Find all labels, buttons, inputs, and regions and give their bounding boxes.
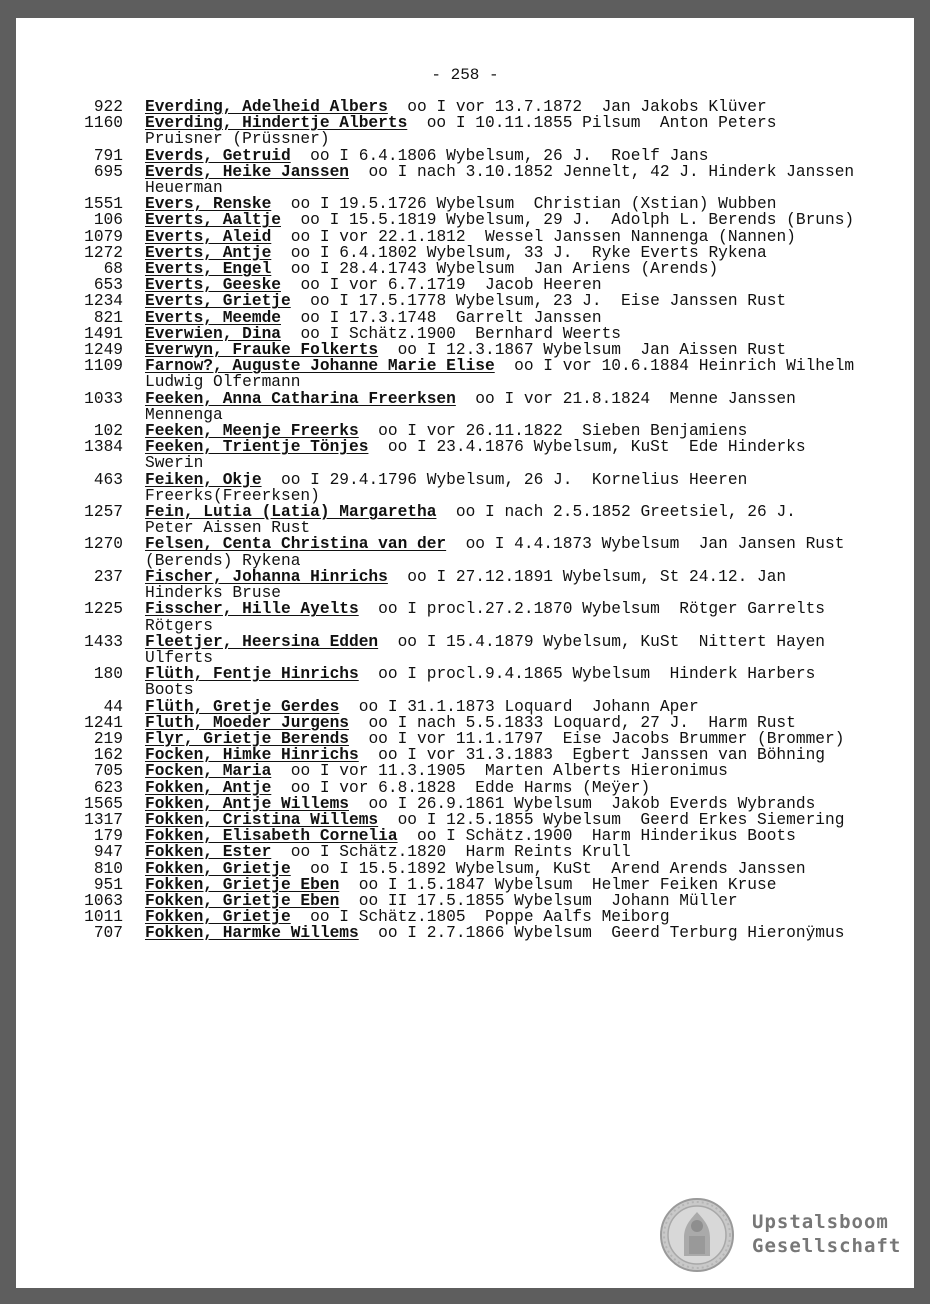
list-item (16, 763, 857, 779)
entry-number: 463 (93, 470, 123, 489)
entry-sep (495, 357, 514, 375)
entry-number: 1160 (84, 114, 123, 133)
seal-icon (660, 1198, 734, 1272)
entry-number: 695 (93, 162, 123, 181)
entry-number: 102 (93, 422, 123, 441)
person-name: Fokken, Ester (145, 843, 272, 862)
entry-number: 68 (103, 260, 123, 279)
list-item (16, 796, 857, 812)
entry-number: 1384 (84, 438, 123, 457)
entry-number: 162 (93, 746, 123, 765)
entry-number: 1491 (84, 324, 123, 343)
entry-sep (456, 390, 475, 408)
entry-number: 707 (93, 924, 123, 943)
entry-sep (368, 438, 387, 456)
entry-sep (378, 633, 397, 651)
marriage-details: oo I nach 2.5.1852 Greetsiel, 26 J. Peter Aissen Rust (145, 503, 816, 538)
entry-number: 1565 (84, 794, 123, 813)
list-item (16, 326, 857, 342)
person-name: Feeken, Meenje Freerks (145, 422, 359, 441)
person-name: Feeken, Trientje Tönjes (145, 438, 369, 457)
entry-number: 44 (103, 697, 123, 716)
list-item (16, 893, 857, 909)
entry-sep (359, 924, 378, 942)
entry-number: 1063 (84, 891, 123, 910)
entry-number: 1249 (84, 341, 123, 360)
person-name: Fokken, Grietje Eben (145, 875, 340, 894)
entry-number: 951 (93, 875, 123, 894)
logo-line-2: Gesellschaft (752, 1235, 902, 1257)
person-name: Fokken, Harmke Willems (145, 924, 359, 943)
entry-number: 947 (93, 843, 123, 862)
person-name: Everds, Heike Janssen (145, 162, 349, 181)
person-name: Everts, Antje (145, 243, 272, 262)
person-name: Everts, Grietje (145, 292, 291, 311)
person-name: Fokken, Grietje (145, 859, 291, 878)
entry-sep (407, 114, 426, 132)
list-item (16, 828, 857, 844)
marriage-details: oo I 31.1.1873 Loquard Johann Aper (358, 697, 699, 716)
marriage-details: oo I Schätz.1900 Harm Hinderikus Boots (417, 827, 796, 846)
marriage-details: oo I 27.12.1891 Wybelsum, St 24.12. Jan Hinderks Bruse (145, 567, 796, 603)
marriage-details: oo I vor 13.7.1872 Jan Jakobs Klüver (407, 98, 767, 116)
marriage-details: oo II 17.5.1855 Wybelsum Johann Müller (358, 891, 738, 910)
person-name: Everding, Adelheid Albers (145, 98, 388, 116)
person-name: Everts, Geeske (145, 276, 281, 295)
entry-number: 1109 (84, 357, 123, 376)
entry-sep (349, 163, 368, 181)
person-name: Fokken, Cristina Willems (145, 810, 379, 829)
logo-line-1: Upstalsboom (752, 1211, 889, 1233)
person-name: Everts, Aaltje (145, 211, 281, 230)
entry-sep (388, 568, 407, 586)
entry-number: 179 (93, 827, 123, 846)
entry-number: 653 (93, 276, 123, 295)
marriage-details: oo I Schätz.1805 Poppe Aalfs Meiborg (310, 908, 670, 927)
entry-list (16, 99, 914, 942)
marriage-details: oo I procl.9.4.1865 Wybelsum Hinderk Harbers Boots (145, 665, 826, 700)
logo-text (752, 1210, 901, 1258)
entry-number: 1317 (84, 810, 123, 829)
marriage-details: oo I 4.4.1873 Wybelsum Jan Jansen Rust (Berends) Rykena (145, 535, 855, 570)
entry-number: 821 (93, 308, 123, 327)
marriage-details: oo I 28.4.1743 Wybelsum Jan Ariens (Arends) (290, 260, 719, 279)
entry-sep (359, 665, 378, 683)
marriage-details: oo I 10.11.1855 Pilsum Anton Peters Pruisner (Prüssner) (145, 114, 787, 149)
entry-number: 1433 (84, 632, 123, 651)
list-item (16, 310, 857, 326)
person-name: Focken, Maria (145, 762, 272, 781)
person-name: Farnow?, Auguste Johanne Marie Elise (145, 357, 495, 376)
list-item (16, 293, 857, 309)
list-item (16, 162, 864, 198)
list-item (16, 472, 857, 504)
list-item (16, 342, 857, 358)
marriage-details: oo I 6.4.1806 Wybelsum, 26 J. Roelf Jans (310, 146, 709, 165)
marriage-details: oo I 17.5.1778 Wybelsum, 23 J. Eise Janssen Rust (310, 292, 787, 311)
entry-number: 1033 (84, 389, 123, 408)
person-name: Felsen, Centa Christina van der (145, 535, 447, 554)
list-item (16, 229, 857, 245)
person-name: Feeken, Anna Catharina Freerksen (145, 389, 456, 408)
list-item (16, 634, 857, 666)
marriage-details: oo I vor 6.8.1828 Edde Harms (Meÿer) (290, 778, 651, 797)
marriage-details: oo I vor 11.1.1797 Eise Jacobs Brummer (Brommer) (368, 729, 845, 748)
marriage-details: oo I nach 5.5.1833 Loquard, 27 J. Harm Rust (368, 713, 796, 732)
entry-number: 1079 (84, 227, 123, 246)
list-item (16, 812, 857, 828)
entry-number: 1270 (84, 535, 123, 554)
marriage-details: oo I vor 6.7.1719 Jacob Heeren (300, 276, 602, 295)
person-name: Flüth, Gretje Gerdes (145, 697, 340, 716)
document-page (16, 18, 914, 1288)
marriage-details: oo I 26.9.1861 Wybelsum Jakob Everds Wybrands (368, 794, 816, 813)
marriage-details: oo I 12.5.1855 Wybelsum Geerd Erkes Siemering (397, 810, 845, 829)
person-name: Focken, Himke Hinrichs (145, 746, 359, 765)
marriage-details: oo I 29.4.1796 Wybelsum, 26 J. Kornelius Heeren Freerks(Freerksen) (145, 470, 758, 505)
person-name: Fokken, Grietje Eben (145, 891, 340, 910)
entry-number: 810 (93, 859, 123, 878)
page-number: - 258 - (431, 66, 499, 84)
person-name: Fein, Lutia (Latia) Margaretha (145, 503, 437, 522)
entry-number: 1241 (84, 713, 123, 732)
list-item (16, 569, 857, 601)
person-name: Everding, Hindertje Alberts (145, 114, 408, 133)
marriage-details: oo I Schätz.1900 Bernhard Weerts (300, 324, 622, 343)
marriage-details: oo I vor 10.6.1884 Heinrich Wilhelm Ludwig Olfermann (145, 357, 864, 392)
list-item (16, 747, 857, 763)
entry-number: 1257 (84, 503, 123, 522)
marriage-details: oo I 17.3.1748 Garrelt Janssen (300, 308, 602, 327)
list-item (16, 391, 857, 423)
person-name: Flyr, Grietje Berends (145, 729, 349, 748)
entry-number: 1234 (84, 292, 123, 311)
list-item (16, 731, 857, 747)
entry-number: 705 (93, 762, 123, 781)
person-name: Everts, Engel (145, 260, 272, 279)
entry-number: 237 (93, 567, 123, 586)
entry-number: 219 (93, 729, 123, 748)
marriage-details: oo I vor 22.1.1812 Wessel Janssen Nannenga (Nannen) (290, 227, 796, 246)
marriage-details: oo I 1.5.1847 Wybelsum Helmer Feiken Kruse (358, 875, 777, 894)
marriage-details: oo I 19.5.1726 Wybelsum Christian (Xstian) Wubben (290, 195, 777, 214)
person-name: Fluth, Moeder Jurgens (145, 713, 349, 732)
entry-number: 1272 (84, 243, 123, 262)
entry-sep (446, 535, 465, 553)
marriage-details: oo I vor 11.3.1905 Marten Alberts Hieronimus (290, 762, 728, 781)
person-name: Feiken, Okje (145, 470, 262, 489)
list-item (16, 715, 857, 731)
list-item (16, 536, 857, 568)
person-name: Fokken, Antje Willems (145, 794, 349, 813)
person-name: Everts, Meemde (145, 308, 281, 327)
list-item (16, 148, 857, 164)
person-name: Fokken, Elisabeth Cornelia (145, 827, 398, 846)
entry-number: 180 (93, 665, 123, 684)
marriage-details: oo I vor 31.3.1883 Egbert Janssen van Böhning (378, 746, 826, 765)
list-item (16, 844, 857, 860)
list-item (16, 115, 857, 147)
entry-sep (436, 503, 455, 521)
person-name: Everts, Aleid (145, 227, 272, 246)
person-name: Fisscher, Hille Ayelts (145, 600, 359, 619)
person-name: Fokken, Grietje (145, 908, 291, 927)
marriage-details: oo I Schätz.1820 Harm Reints Krull (290, 843, 631, 862)
list-item (16, 861, 857, 877)
entry-number: 791 (93, 146, 123, 165)
list-item (16, 277, 857, 293)
marriage-details: oo I vor 26.11.1822 Sieben Benjamiens (378, 422, 748, 441)
marriage-details: oo I procl.27.2.1870 Wybelsum Rötger Garrelts Rötgers (145, 600, 835, 635)
list-item (16, 212, 857, 228)
person-name: Flüth, Fentje Hinrichs (145, 665, 359, 684)
list-item (16, 196, 857, 212)
entry-number: 922 (93, 98, 123, 116)
list-item (16, 909, 857, 925)
person-name: Fleetjer, Heersina Edden (145, 632, 379, 651)
marriage-details: oo I 23.4.1876 Wybelsum, KuSt Ede Hinderks Swerin (145, 438, 816, 473)
list-item (16, 245, 857, 261)
marriage-details: oo I 15.5.1819 Wybelsum, 29 J. Adolph L. Berends (Bruns) (300, 211, 855, 230)
person-name: Everwyn, Frauke Folkerts (145, 341, 379, 360)
person-name: Evers, Renske (145, 195, 272, 214)
list-item (16, 699, 857, 715)
marriage-details: oo I 6.4.1802 Wybelsum, 33 J. Ryke Everts Rykena (290, 243, 767, 262)
person-name: Everds, Getruid (145, 146, 291, 165)
list-item (16, 877, 857, 893)
entry-number: 623 (93, 778, 123, 797)
list-item (16, 439, 857, 471)
list-item (16, 99, 857, 115)
entry-number: 106 (93, 211, 123, 230)
list-item (16, 601, 857, 633)
marriage-details: oo I 15.5.1892 Wybelsum, KuSt Arend Arends Janssen (310, 859, 806, 878)
marriage-details: oo I 15.4.1879 Wybelsum, KuSt Nittert Hayen Ulferts (145, 632, 835, 667)
entry-number: 1551 (84, 195, 123, 214)
society-logo (660, 1198, 900, 1274)
marriage-details: oo I 2.7.1866 Wybelsum Geerd Terburg Hieronÿmus (378, 924, 845, 943)
list-item (16, 357, 864, 392)
list-item (16, 666, 857, 698)
person-name: Fischer, Johanna Hinrichs (145, 567, 388, 586)
entry-sep (359, 600, 378, 618)
person-name: Everwien, Dina (145, 324, 281, 343)
list-item (16, 261, 857, 277)
marriage-details: oo I vor 21.8.1824 Menne Janssen Mennenga (145, 389, 806, 424)
list-item (16, 780, 857, 796)
list-item (16, 504, 857, 536)
entry-number: 1225 (84, 600, 123, 619)
list-item (16, 423, 857, 439)
marriage-details: oo I nach 3.10.1852 Jennelt, 42 J. Hinderk Janssen Heuerman (145, 162, 864, 198)
person-name: Fokken, Antje (145, 778, 272, 797)
marriage-details: oo I 12.3.1867 Wybelsum Jan Aissen Rust (397, 341, 787, 360)
list-item (16, 925, 857, 941)
entry-number: 1011 (84, 908, 123, 927)
